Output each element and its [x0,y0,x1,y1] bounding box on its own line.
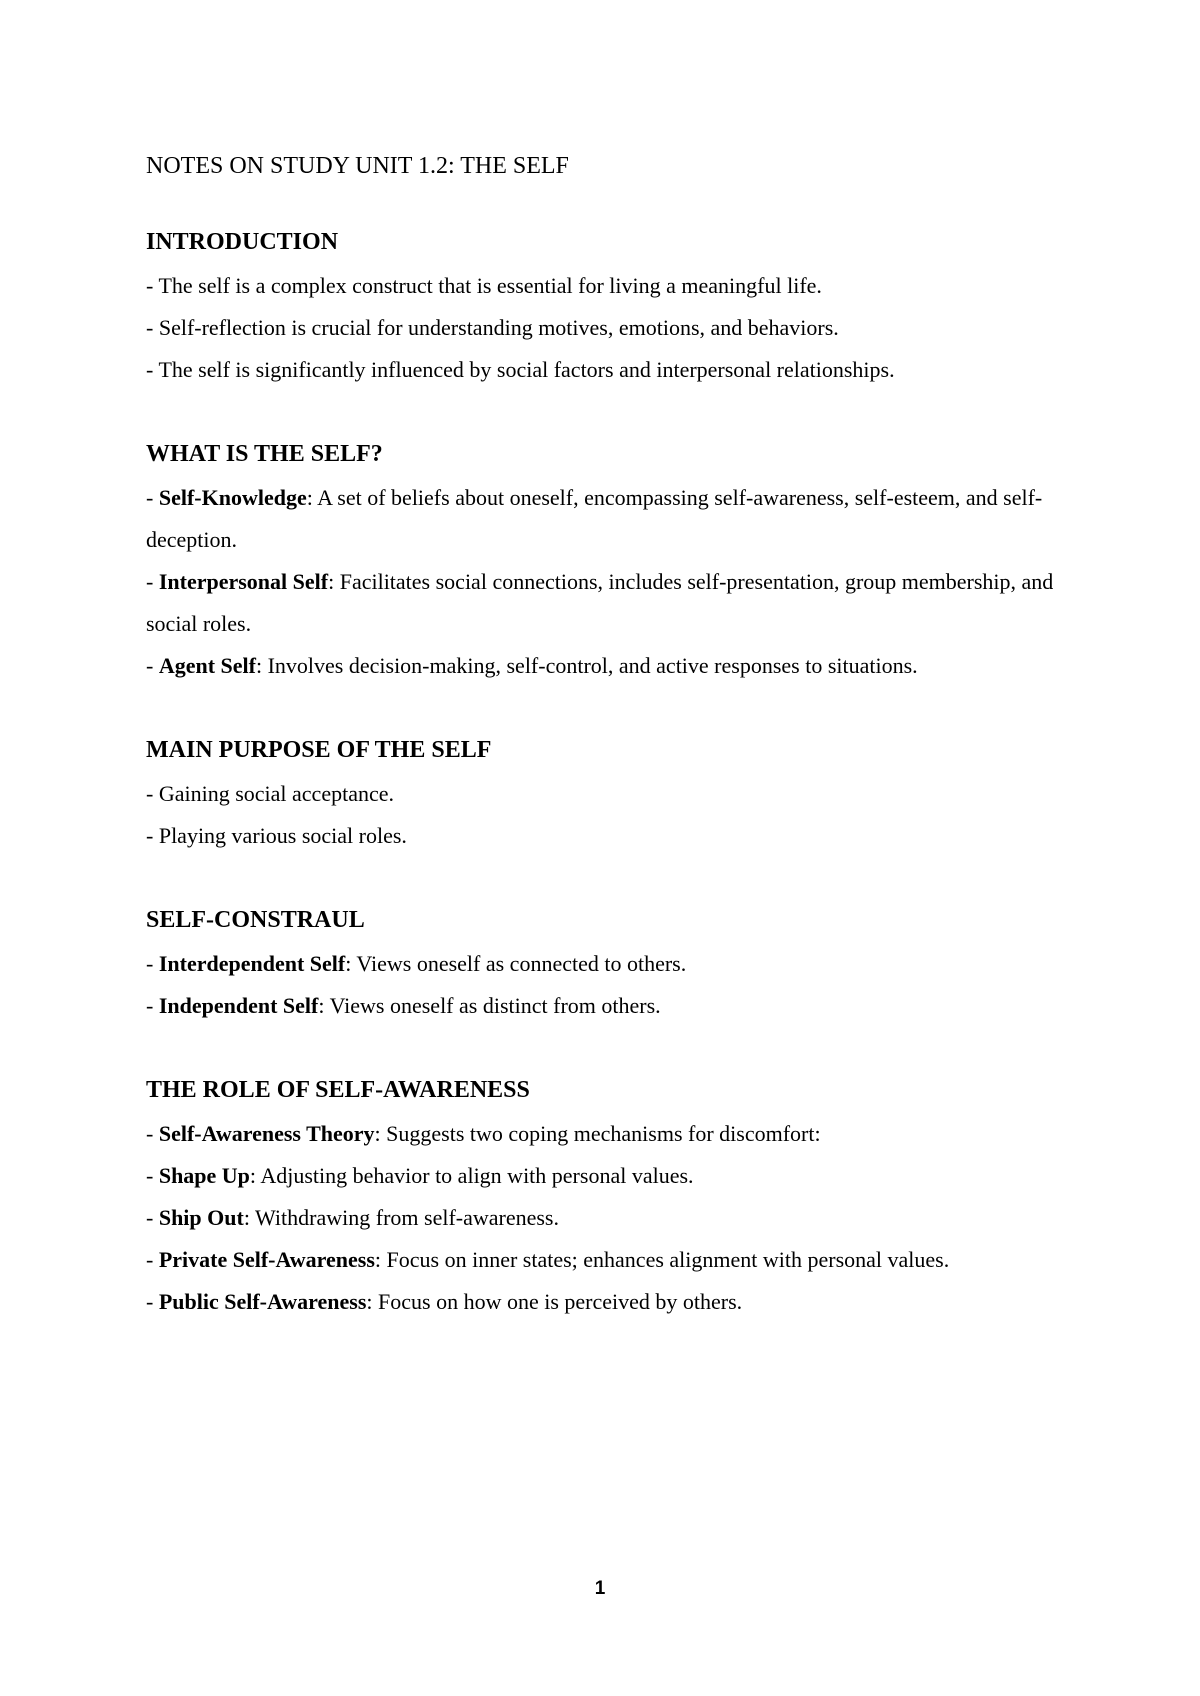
bullet-text: : Focus on inner states; enhances alignment with personal values. [374,1247,950,1272]
bullet-term: Self-Knowledge [158,485,307,510]
bullet-text: Playing various social roles. [158,823,407,848]
bullet-dash: - [146,653,159,678]
section [146,898,1066,1027]
bullet-line [146,1113,1066,1155]
bullet-text: : Withdrawing from self-awareness. [243,1205,559,1230]
bullet-line [146,1239,1066,1281]
section-heading: THE ROLE OF SELF-AWARENESS [146,1077,530,1103]
bullet-dash: - [146,1163,159,1188]
bullet-term: Private Self-Awareness [158,1247,375,1272]
bullet-line [146,1281,1066,1323]
bullet-text: The self is a complex construct that is essential for living a meaningful life. [158,273,822,298]
bullet-term: Ship Out [158,1205,244,1230]
bullet-text: : Views oneself as connected to others. [345,951,687,976]
bullet-line [146,265,1066,307]
document-content [146,146,1066,1364]
bullet-term: Independent Self [158,993,319,1018]
bullet-term: Shape Up [158,1163,250,1188]
bullet-text: Self-reflection is crucial for understanding motives, emotions, and behaviors. [158,315,839,340]
bullet-line [146,561,1066,645]
bullet-line [146,349,1066,391]
section [146,432,1066,687]
bullet-dash: - [146,357,159,382]
bullet-line [146,477,1066,561]
bullet-line [146,815,1066,857]
bullet-text: : Facilitates social connections, includes self-presentation, group membership, and social roles. [146,569,1054,636]
document-title: NOTES ON STUDY UNIT 1.2: THE SELF [146,153,569,179]
bullet-dash: - [146,569,159,594]
bullet-text: Gaining social acceptance. [158,781,394,806]
bullet-term: Public Self-Awareness [158,1289,367,1314]
bullet-term: Interdependent Self [158,951,346,976]
section [146,1068,1066,1323]
bullet-dash: - [146,993,159,1018]
section-heading: INTRODUCTION [146,229,339,255]
bullet-line [146,943,1066,985]
bullet-dash: - [146,1247,159,1272]
bullet-dash: - [146,951,159,976]
bullet-dash: - [146,1121,159,1146]
bullet-dash: - [146,823,159,848]
bullet-dash: - [146,1289,159,1314]
bullet-text: : Adjusting behavior to align with personal values. [249,1163,694,1188]
bullet-text: : Involves decision-making, self-control, and active responses to situations. [255,653,918,678]
bullet-dash: - [146,273,159,298]
bullet-text: : Suggests two coping mechanisms for discomfort: [374,1121,821,1146]
bullet-dash: - [146,1205,159,1230]
bullet-dash: - [146,315,159,340]
section-heading: WHAT IS THE SELF? [146,441,383,467]
page-number: 1 [594,1578,606,1599]
bullet-term: Interpersonal Self [158,569,329,594]
bullet-line [146,1155,1066,1197]
bullet-line [146,307,1066,349]
bullet-text: : A set of beliefs about oneself, encompassing self-awareness, self-esteem, and self-deception. [146,485,1043,552]
section [146,220,1066,391]
section-heading: SELF-CONSTRAUL [146,907,365,933]
bullet-term: Agent Self [158,653,256,678]
bullet-text: The self is significantly influenced by social factors and interpersonal relationships. [158,357,895,382]
bullet-line [146,773,1066,815]
section [146,728,1066,857]
bullet-line [146,1197,1066,1239]
bullet-term: Self-Awareness Theory [158,1121,375,1146]
sections-container [146,220,1066,1323]
section-heading: MAIN PURPOSE OF THE SELF [146,737,492,763]
bullet-line [146,645,1066,687]
bullet-dash: - [146,485,159,510]
bullet-dash: - [146,781,159,806]
bullet-line [146,985,1066,1027]
bullet-text: : Views oneself as distinct from others. [318,993,661,1018]
bullet-text: : Focus on how one is perceived by others. [366,1289,743,1314]
